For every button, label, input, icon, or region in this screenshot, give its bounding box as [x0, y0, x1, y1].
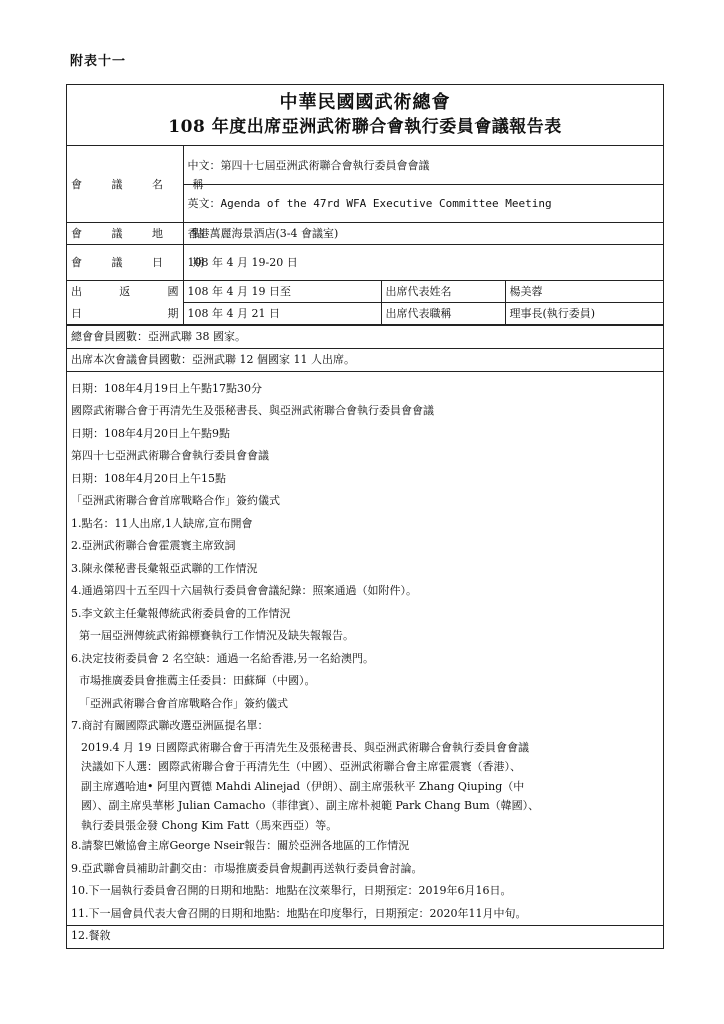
body-line: 日期：108年4月20日上午15點	[71, 471, 226, 485]
report-form	[66, 84, 664, 949]
paragraph-line: 副主席邁哈迪• 阿里內賈德 Mahdi Alinejad（伊朗）、副主席張秋平 Zhang Qiuping（中	[81, 779, 525, 793]
venue-value: 香港萬麗海景酒店(3-4 會議室)	[183, 222, 663, 244]
members-present: 出席本次會議會員國數：亞洲武聯 12 個國家 11 人出席。	[67, 348, 663, 371]
report-title: 108 年度出席亞洲武術聯合會執行委員會議報告表	[168, 117, 562, 137]
agenda-item-1: 1.點名：11人出席,1人缺席,宣布開會	[71, 516, 253, 530]
members-total: 總會會員國數：亞洲武聯 38 國家。	[67, 325, 663, 348]
agenda-item-2: 2.亞洲武術聯合會霍震寰主席致詞	[71, 539, 236, 552]
paragraph-line: 決議如下人選：國際武術聯合會于再清先生（中國）、亞洲武術聯合會主席霍震寰（香港）、	[81, 760, 521, 773]
body-line: 日期：108年4月19日上午點17點30分	[71, 381, 262, 395]
paragraph-line: 2019.4 月 19 日國際武術聯合會于再清先生及張秘書長、與亞洲武術聯合會執行委員會會議	[81, 740, 529, 754]
body-line: 日期：108年4月20日上午點9點	[71, 426, 230, 440]
depart-date: 108 年 4 月 19 日至	[183, 280, 381, 302]
venue-label: 會 議 地 點	[67, 222, 183, 244]
date-value: 108 年 4 月 19-20 日	[183, 244, 663, 280]
rep-title-label: 出席代表職稱	[381, 302, 505, 324]
body-line: 第四十七亞洲武術聯合會執行委員會會議	[71, 449, 269, 462]
travel-label-char-3: 國	[167, 285, 179, 299]
body-line: 「亞洲武術聯合會首席戰略合作」簽約儀式	[71, 494, 280, 507]
body-line: 國際武術聯合會于再清先生及張秘書長、與亞洲武術聯合會執行委員會會議	[71, 404, 434, 417]
meeting-info-table	[67, 146, 663, 325]
agenda-item-6-detail-1: 市場推廣委員會推薦主任委員：田蘇輝（中國）。	[79, 674, 316, 687]
travel-label-char-5: 期	[167, 306, 179, 320]
agenda-item-12: 12.餐敘	[67, 925, 663, 946]
organization-title: 中華民國國武術總會	[279, 92, 451, 113]
agenda-item-10: 10.下一屆執行委員會召開的日期和地點：地點在汶萊舉行，日期預定：2019年6月16日。	[71, 884, 512, 897]
agenda-item-11: 11.下一屆會員代表大會召開的日期和地點：地點在印度舉行，日期預定：2020年11月中旬。	[71, 906, 527, 920]
travel-label-bottom	[67, 302, 183, 324]
agenda-item-6-detail-2: 「亞洲武術聯合會首席戰略合作」簽約儀式	[79, 696, 288, 710]
travel-label-char-4: 日	[71, 306, 82, 320]
agenda-item-3: 3.陳永傑秘書長彙報亞武聯的工作情況	[71, 561, 258, 575]
agenda-item-6: 6.決定技術委員會 2 名空缺：通過一名給香港,另一名給澳門。	[71, 651, 374, 665]
return-date: 108 年 4 月 21 日	[183, 302, 381, 324]
rep-title: 理事長(執行委員)	[505, 302, 663, 324]
meeting-report-body	[67, 371, 663, 949]
agenda-item-9: 9.亞武聯會員補助計劃交由：市場推廣委員會規劃再送執行委員會討論。	[71, 861, 423, 875]
agenda-item-4: 4.通過第四十五至四十六屆執行委員會會議紀錄：照案通過（如附件）。	[71, 584, 417, 597]
agenda-item-7-detail	[71, 738, 659, 836]
travel-label-char-2: 返	[119, 285, 131, 299]
rep-name: 楊美蓉	[505, 280, 663, 302]
agenda-item-8: 8.請黎巴嫩協會主席George Nseir報告：關於亞洲各地區的工作情況	[71, 839, 410, 852]
document-label: 附表十一	[70, 54, 127, 69]
paragraph-line: 執行委員張金發 Chong Kim Fatt（馬來西亞）等。	[81, 818, 338, 832]
agenda-item-7: 7.商討有關國際武聯改選亞洲區提名單：	[71, 719, 269, 732]
travel-label-top	[67, 280, 183, 302]
agenda-item-5: 5.李文欽主任彙報傳統武術委員會的工作情況	[71, 606, 291, 620]
meeting-name-label: 會 議 名 稱	[67, 146, 183, 222]
meeting-name-zh: 中文：第四十七屆亞洲武術聯合會執行委員會會議	[183, 146, 663, 184]
travel-label-char-1: 出	[71, 285, 82, 299]
paragraph-line: 國）、副主席吳華彬 Julian Camacho（菲律賓）、副主席朴昶範 Park Chang Bum（韓國）、	[81, 799, 540, 812]
meeting-name-en: 英文：Agenda of the 47rd WFA Executive Committee Meeting	[183, 184, 663, 222]
rep-name-label: 出席代表姓名	[381, 280, 505, 302]
title-block	[67, 85, 663, 146]
agenda-item-5-detail: 第一屆亞洲傳統武術錦標賽執行工作情況及缺失報報告。	[79, 629, 354, 642]
date-label: 會 議 日 期	[67, 244, 183, 280]
